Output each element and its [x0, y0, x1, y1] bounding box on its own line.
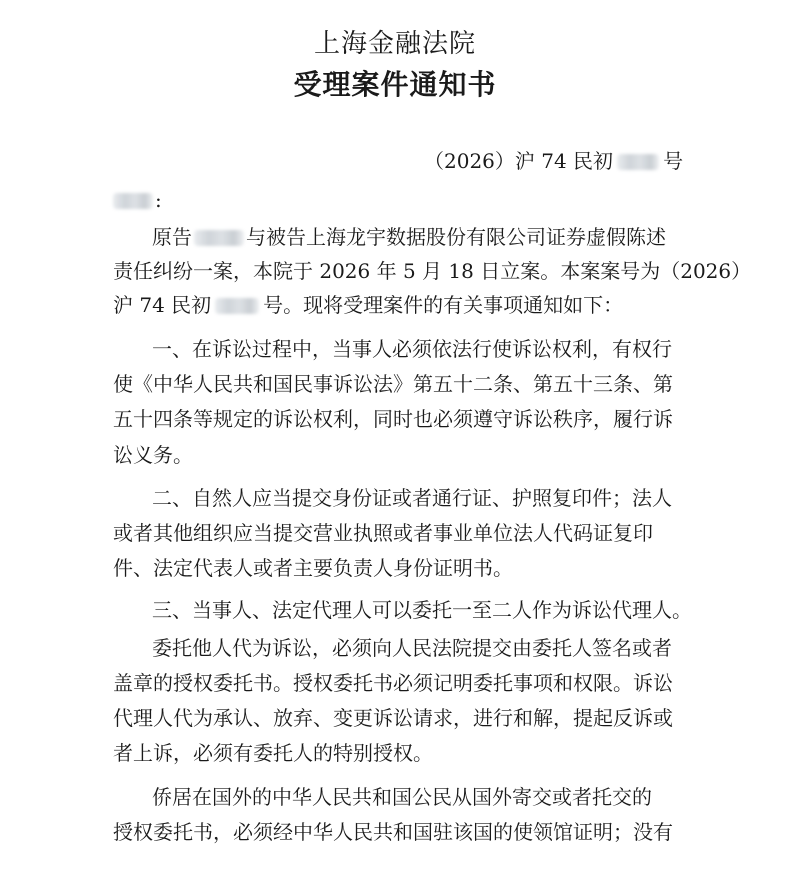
case-number [424, 146, 683, 176]
body-line: 侨居在国外的中华人民共和国公民从国外寄交或者托交的 [152, 785, 652, 809]
body-line: 者上诉，必须有委托人的特别授权。 [113, 741, 433, 765]
body-line: 或者其他组织应当提交营业执照或者事业单位法人代码证复印 [113, 521, 653, 545]
body-line: 五十四条等规定的诉讼权利，同时也必须遵守诉讼秩序，履行诉 [113, 407, 673, 431]
text-span: 号。现将受理案件的有关事项通知如下： [263, 293, 624, 317]
body-line: 件、法定代表人或者主要负责人身份证明书。 [113, 556, 513, 580]
redacted-case-number [617, 154, 659, 170]
redacted-addressee [113, 193, 153, 209]
redacted-case-number [215, 298, 259, 314]
case-number-suffix: 号 [663, 149, 684, 173]
body-line [152, 222, 666, 252]
text-span: 与被告上海龙宇数据股份有限公司证券虚假陈述 [246, 225, 666, 249]
body-line: 授权委托书，必须经中华人民共和国驻该国的使领馆证明；没有 [113, 820, 673, 844]
body-line: 代理人代为承认、放弃、变更诉讼请求，进行和解，提起反诉或 [113, 706, 673, 730]
redacted-plaintiff [194, 230, 244, 246]
addressee [113, 185, 162, 215]
body-line: 二、自然人应当提交身份证或者通行证、护照复印件；法人 [152, 486, 672, 510]
case-number-prefix: （2026）沪 74 民初 [424, 149, 614, 173]
body-line: 责任纠纷一案，本院于 2026 年 5 月 18 日立案。本案案号为（2026） [113, 259, 752, 283]
court-name: 上海金融法院 [313, 29, 476, 59]
body-line [113, 290, 623, 320]
body-line: 三、当事人、法定代理人可以委托一至二人作为诉讼代理人。 [152, 598, 692, 622]
body-line: 委托他人代为诉讼，必须向人民法院提交由委托人签名或者 [152, 636, 672, 660]
body-line: 盖章的授权委托书。授权委托书必须记明委托事项和权限。诉讼 [113, 671, 673, 695]
text-span: 沪 74 民初 [113, 293, 212, 317]
addressee-colon: : [155, 188, 162, 212]
body-line: 讼义务。 [113, 443, 193, 467]
document-title: 受理案件通知书 [293, 68, 497, 101]
body-line: 一、在诉讼过程中，当事人必须依法行使诉讼权利，有权行 [152, 337, 672, 361]
text-span: 原告 [152, 225, 192, 249]
body-line: 使《中华人民共和国民事诉讼法》第五十二条、第五十三条、第 [113, 372, 673, 396]
